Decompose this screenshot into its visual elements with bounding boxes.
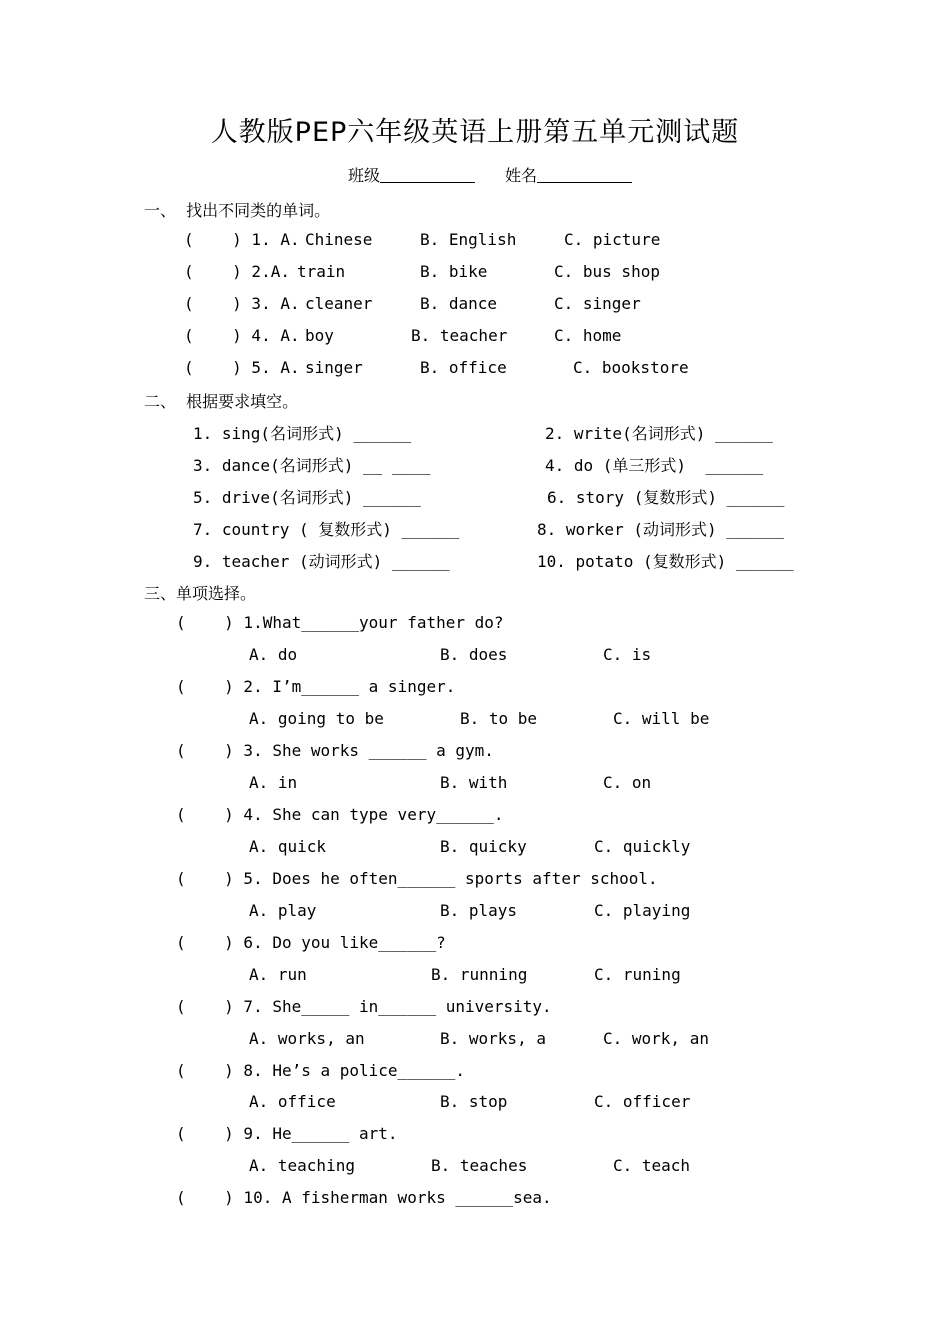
- section3-heading: 三、单项选择。: [144, 584, 257, 603]
- s3-option-c: C. teach: [613, 1156, 691, 1175]
- s3-question: ( ) 2. I’m______ a singer.: [176, 677, 456, 696]
- s2-item-right: 2. write(名词形式) ______: [545, 424, 773, 443]
- class-label: 班级: [348, 166, 381, 185]
- s3-option-c: C. playing: [594, 901, 691, 920]
- s3-option-b: B. running: [431, 965, 528, 984]
- class-name-line: [348, 163, 632, 186]
- s3-option-c: C. work, an: [603, 1029, 709, 1048]
- s3-option-a: A. works, an: [249, 1029, 365, 1048]
- s3-question: ( ) 4. She can type very______.: [176, 805, 504, 824]
- s3-question: ( ) 5. Does he often______ sports after school.: [176, 869, 658, 888]
- s3-option-c: C. on: [603, 773, 652, 792]
- s2-item-left: 5. drive(名词形式) ______: [193, 488, 421, 507]
- s1-item-b: B. English: [420, 230, 517, 249]
- s3-option-a: A. play: [249, 901, 317, 920]
- s1-item-a: boy: [305, 326, 334, 345]
- s3-option-b: B. to be: [460, 709, 538, 728]
- s3-question: ( ) 7. She_____ in______ university.: [176, 997, 552, 1016]
- page-title: 人教版PEP六年级英语上册第五单元测试题: [210, 117, 740, 148]
- s3-question: ( ) 6. Do you like______?: [176, 933, 446, 952]
- s1-item-num: ( ) 2.A.: [184, 262, 290, 281]
- s2-item-left: 1. sing(名词形式) ______: [193, 424, 412, 443]
- s3-option-c: C. officer: [594, 1092, 691, 1111]
- s2-item-left: 9. teacher (动词形式) ______: [193, 552, 450, 571]
- s1-item-a: cleaner: [305, 294, 373, 313]
- s3-option-a: A. do: [249, 645, 298, 664]
- section2-heading: 二、 根据要求填空。: [144, 392, 299, 411]
- s1-item-c: C. home: [554, 326, 622, 345]
- s1-item-a: singer: [305, 358, 363, 377]
- class-blank[interactable]: [380, 166, 475, 183]
- s2-item-left: 3. dance(名词形式) __ ____: [193, 456, 431, 475]
- section1-heading: 一、 找出不同类的单词。: [144, 201, 331, 220]
- s3-option-b: B. teaches: [431, 1156, 528, 1175]
- s3-option-a: A. going to be: [249, 709, 384, 728]
- s2-item-right: 10. potato (复数形式) ______: [537, 552, 794, 571]
- s3-question: ( ) 3. She works ______ a gym.: [176, 741, 494, 760]
- s1-item-c: C. singer: [554, 294, 641, 313]
- s3-question: ( ) 9. He______ art.: [176, 1124, 398, 1143]
- s1-item-num: ( ) 1. A.: [184, 230, 300, 249]
- s3-option-b: B. plays: [440, 901, 518, 920]
- s3-option-b: B. works, a: [440, 1029, 546, 1048]
- s3-option-b: B. quicky: [440, 837, 527, 856]
- s3-option-a: A. quick: [249, 837, 327, 856]
- s1-item-a: Chinese: [305, 230, 373, 249]
- s3-option-a: A. teaching: [249, 1156, 355, 1175]
- s3-option-a: A. office: [249, 1092, 336, 1111]
- s1-item-b: B. dance: [420, 294, 498, 313]
- s1-item-num: ( ) 4. A.: [184, 326, 300, 345]
- s1-item-c: C. picture: [564, 230, 661, 249]
- s3-option-c: C. quickly: [594, 837, 691, 856]
- s1-item-num: ( ) 5. A.: [184, 358, 300, 377]
- s1-item-num: ( ) 3. A.: [184, 294, 300, 313]
- s1-item-c: C. bookstore: [573, 358, 689, 377]
- s1-item-c: C. bus shop: [554, 262, 660, 281]
- s3-question: ( ) 1.What______your father do?: [176, 613, 504, 632]
- s3-option-a: A. in: [249, 773, 298, 792]
- s3-option-c: C. will be: [613, 709, 710, 728]
- s1-item-a: train: [297, 262, 346, 281]
- s3-option-b: B. stop: [440, 1092, 508, 1111]
- s3-option-b: B. with: [440, 773, 508, 792]
- s3-option-b: B. does: [440, 645, 508, 664]
- s1-item-b: B. teacher: [411, 326, 508, 345]
- s2-item-right: 4. do (单三形式) ______: [545, 456, 764, 475]
- s3-question: ( ) 10. A fisherman works ______sea.: [176, 1188, 552, 1207]
- s2-item-left: 7. country ( 复数形式) ______: [193, 520, 460, 539]
- s3-option-c: C. is: [603, 645, 652, 664]
- s3-option-c: C. runing: [594, 965, 681, 984]
- s2-item-right: 8. worker (动词形式) ______: [537, 520, 785, 539]
- s1-item-b: B. office: [420, 358, 507, 377]
- s3-option-a: A. run: [249, 965, 307, 984]
- s2-item-right: 6. story (复数形式) ______: [547, 488, 785, 507]
- s3-question: ( ) 8. He’s a police______.: [176, 1061, 465, 1080]
- name-label: 姓名: [505, 166, 538, 185]
- name-blank[interactable]: [537, 166, 632, 183]
- s1-item-b: B. bike: [420, 262, 488, 281]
